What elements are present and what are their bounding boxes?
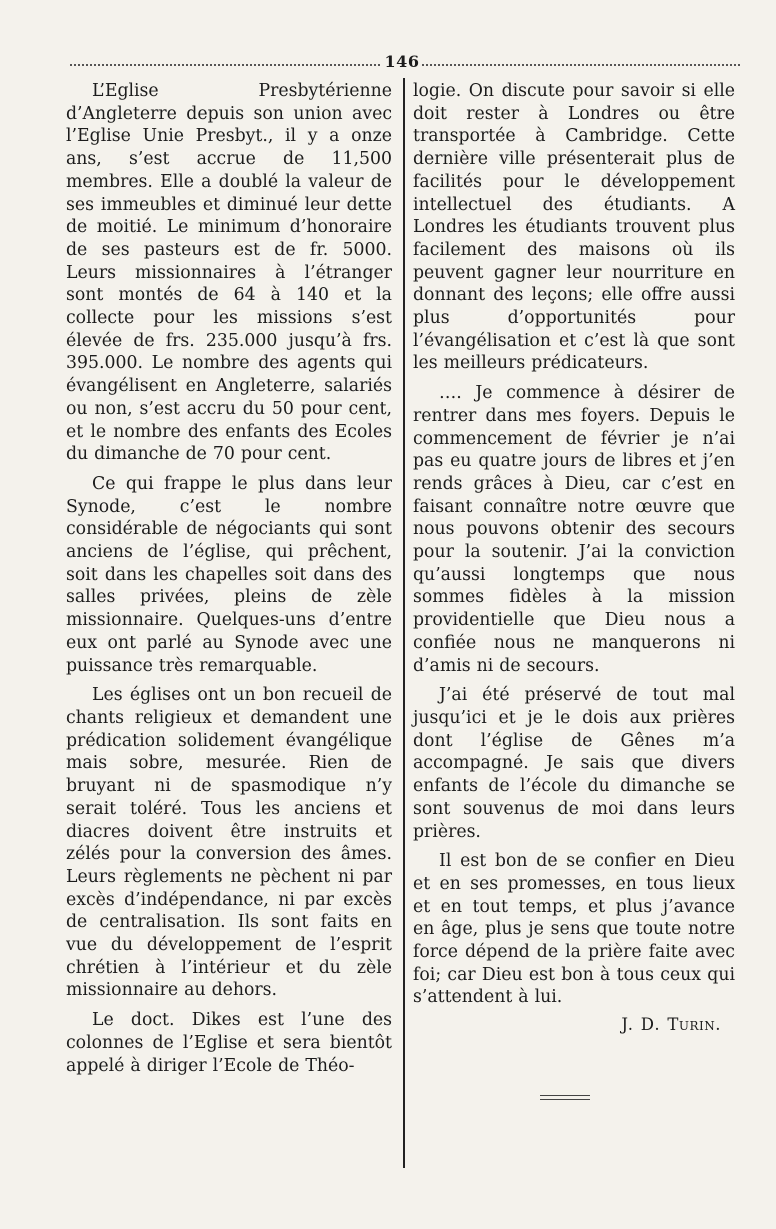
signature: [413, 1014, 735, 1037]
paragraph: J’ai été préservé de tout mal jusqu’ici et je le dois aux prières dont l’église de Gênes m’a accompagné. Je sais que divers enfants de l’école du dimanche se sont souvenus de moi dans leurs prières.: [413, 685, 735, 842]
page-header: [70, 52, 740, 76]
column-divider: [403, 78, 405, 1168]
page-number: 146: [384, 52, 420, 71]
paragraph-continuation: logie. On discute pour savoir si elle doit rester à Londres ou être transportée à Cambridge. Cette dernière ville présenterait plus de facilités pour le développement intellectuel des étudiants. A Londres les étudiants trouvent plus facilement des maisons où ils peuvent gagner leur nourriture en donnant des leçons; elle offre aussi plus d’opportunités pour l’évangélisation et c’est là que sont les meilleurs prédicateurs.: [413, 81, 735, 374]
paragraph: Il est bon de se confier en Dieu et en ses promesses, en tous lieux et en tout temps, et plus j’avance en âge, plus je sens que toute notre force dépend de la prière faite avec foi; car Dieu est bon à tous ceux qui s’attendent à lui.: [413, 851, 735, 1008]
paragraph: Ce qui frappe le plus dans leur Synode, c’est le nombre considérable de négociants qui sont anciens de l’église, qui prêchent, soit dans les chapelles soit dans des salles privées, pleins de zèle missionnaire. Quelques-uns d’entre eux ont parlé au Synode avec une puissance très remarquable.: [66, 473, 392, 676]
end-ornament: [540, 1095, 590, 1103]
header-rule-right: [422, 64, 740, 66]
signature-name: Turin.: [667, 1015, 721, 1035]
paragraph: Le doct. Dikes est l’une des colonnes de l’Eglise et sera bientôt appelé à diriger l’Ecole de Théo-: [66, 1010, 392, 1076]
header-rule-left: [70, 64, 380, 66]
signature-initials: J. D.: [621, 1015, 668, 1035]
paragraph: …. Je commence à désirer de rentrer dans mes foyers. Depuis le commencement de février je n’ai pas eu quatre jours de libres et j’en rends grâces à Dieu, car c’est en faisant connaître notre œuvre que nous pouvons obtenir des secours pour la soutenir. J’ai la conviction qu’aussi longtemps que nous sommes fidèles à la mission providentielle que Dieu nous a confiée nous ne manquerons ni d’amis ni de secours.: [413, 383, 735, 676]
paragraph: Les églises ont un bon recueil de chants religieux et demandent une prédication solidement évangélique mais sobre, mesurée. Rien de bruyant ni de spasmodique n’y serait toléré. Tous les anciens et diacres doivent être instruits et zélés pour la conversion des âmes. Leurs règlements ne pèchent ni par excès d’indépendance, ni par excès de centralisation. Ils sont faits en vue du développement de l’esprit chrétien à l’intérieur et du zèle missionnaire au dehors.: [66, 685, 392, 1001]
left-column: [66, 80, 392, 1084]
paragraph: L’Eglise Presbytérienne d’Angleterre depuis son union avec l’Eglise Unie Presbyt., il y a onze ans, s’est accrue de 11,500 membres. Elle a doublé la valeur de ses immeubles et diminué leur dette de moitié. Le minimum d’honoraire de ses pasteurs est de fr. 5000. Leurs missionnaires à l’étranger sont montés de 64 à 140 et la collecte pour les missions s’est élevée de frs. 235.000 jusqu’à frs. 395.000. Le nombre des agents qui évangélisent en Angleterre, salariés ou non, s’est accru du 50 pour cent, et le nombre des enfants des Ecoles du dimanche de 70 pour cent.: [66, 81, 392, 465]
right-column: [413, 80, 735, 1037]
